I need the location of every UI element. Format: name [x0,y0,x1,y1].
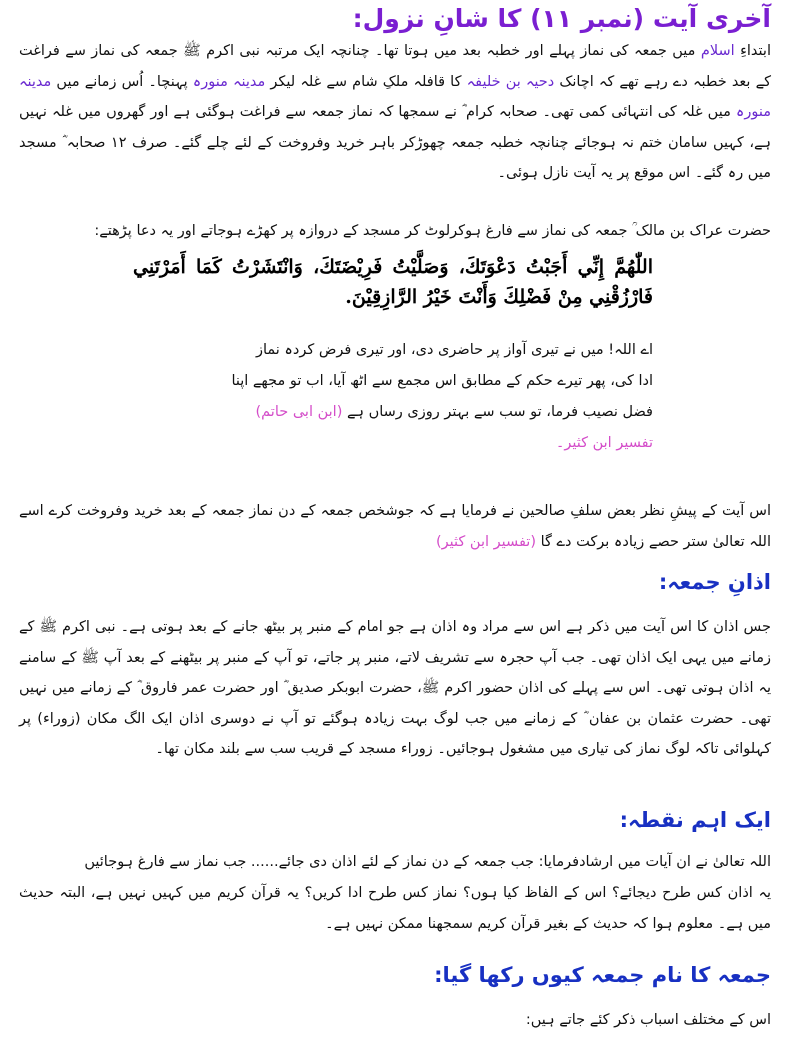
translation-line [256,397,654,427]
text-segment: کا قافلہ ملکِ شام سے غلہ لیکر [265,73,467,90]
translation-line: ادا کی، پھر تیرے حکم کے مطابق اس مجمع سے اٹھ آیا، اب تو مجھے اپنا [231,373,653,389]
text-segment: پہنچا۔ اُس زمانے میں [51,73,193,90]
reference-ibn-abi-hatim: (ابن ابی حاتم) [255,404,343,420]
paragraph-azan: جس اذان کا اس آیت میں ذکر ہے اس سے مراد وہ اذان ہے جو امام کے منبر پر بیٹھ جانے کے بعد ہوتی ہے۔ نبی اکرم ﷺ کے زمانے میں یہی ایک اذان تھی۔ جب آپ حجرہ سے تشریف لاتے، منبر پر جاتے، تو آپ کے منبر پر بیٹھنے کے بعد آپ ﷺ کے سامنے یہ اذان ہوتی تھی۔ اس سے پہلے کی اذان حضور اکرم ﷺ، حضرت ابوبکر صدیق ؓ اور حضرت عمر فاروق ؓ کے زمانے میں نہیں تھی۔ حضرت عثمان بن عفان ؓ کے زمانے میں جب لوگ بہت زیادہ ہوگئے تو آپ نے دوسری اذان ایک الگ مکان (زوراء) پر کہلوائی تاکہ لوگ نماز کی تیاری میں مشغول ہوجائیں۔ زوراء مسجد کے قریب سب سے بلند مکان تھا۔ [19,619,771,757]
highlight-madina: مدینہ منورہ [19,73,771,120]
paragraph-nuqta: یہ اذان کس طرح دیجائے؟ اس کے الفاظ کیا ہوں؟ نماز کس طرح ادا کریں؟ یہ قرآن کریم میں کہیں نہیں ہے، البتہ حدیث میں ہے۔ معلوم ہوا کہ حدیث کے بغیر قرآن کریم سمجھنا ممکن نہیں ہے۔ [19,885,771,932]
section-heading-shan-e-nuzool: آخری آیت (نمبر ۱۱) کا شانِ نزول: [352,4,771,33]
section-heading-ek-aham-nuqta: ایک اہم نقطہ: [619,808,771,832]
reference-tafsir-ibn-kathir: (تفسیر ابن کثیر) [436,533,536,550]
translation-text: فضل نصیب فرما، تو سب سے بہتر روزی رساں ہے [346,404,653,420]
highlight-madina: مدینہ منورہ [192,73,266,90]
arabic-dua: اللّٰهُمَّ إِنِّي أَجَبْتُ دَعْوَتَكَ، وَصَلَّيْتُ فَرِيْضَتَكَ، وَانْتَشَرْتُ كَمَا أَمَرْتَنِي فَارْزُقْنِي مِنْ فَضْلِكَ وَأَنْتَ خَيْرُ الرَّازِقِيْنَ. [133,256,653,308]
paragraph-background [19,36,771,189]
reference-tafsir-ibn-kathir: تفسیر ابن کثیر۔ [555,435,653,451]
text-segment: میں جمعہ کی نماز پہلے اور خطبہ بعد میں ہوتا تھا۔ چنانچہ ایک مرتبہ نبی اکرم ﷺ جمعہ کی نماز سے فراغت کے بعد خطبہ دے رہے تھے کہ اچانک [19,43,771,90]
text-segment: میں غلہ کی انتہائی کمی تھی۔ صحابہ کرام ؓ نے سمجھا کہ نماز جمعہ سے فراغت ہوگئی ہے اور گھروں میں غلہ نہیں ہے، کہیں سامان ختم نہ ہوجائے چنانچہ خطبہ جمعہ چھوڑکر باہر خرید وفروخت کے لئے چلے گئے۔ صرف ۱۲ صحابہ ؓ مسجد میں رہ گئے۔ اس موقع پر یہ آیت نازل ہوئی۔ [19,104,771,181]
paragraph-asbab: اس کے مختلف اسباب ذکر کئے جاتے ہیں: [525,1012,771,1028]
highlight-dihya: دحیہ بن خلیفہ [466,73,555,90]
translation-line: اے اللہ! میں نے تیری آواز پر حاضری دی، اور تیری فرض کردہ نماز [255,342,653,358]
dua-intro: حضرت عراک بن مالک ؒ جمعہ کی نماز سے فارغ ہوکرلوٹ کر مسجد کے دروازہ پر کھڑے ہوجاتے اور یہ دعا پڑھتے: [94,223,771,239]
text-segment: ابتداءِ [734,43,771,59]
section-heading-juma-naam: جمعہ کا نام جمعہ کیوں رکھا گیا: [434,963,771,987]
text-segment: اس آیت کے پیشِ نظر بعض سلفِ صالحین نے فرمایا ہے کہ جوشخص جمعہ کے دن نماز جمعہ کے بعد خرید وفروخت کرے اسے اللہ تعالیٰ ستر حصے زیادہ برکت دے گا [19,503,771,550]
highlight-islam: اسلام [700,43,735,59]
paragraph-nuqta-line: اللہ تعالیٰ نے ان آیات میں ارشادفرمایا: جب جمعہ کے دن نماز کے لئے اذان دی جائے...... جب نماز سے فارغ ہوجائیں [84,854,771,870]
section-heading-azan-e-juma: اذانِ جمعہ: [658,570,771,594]
paragraph-salaf [19,496,771,557]
